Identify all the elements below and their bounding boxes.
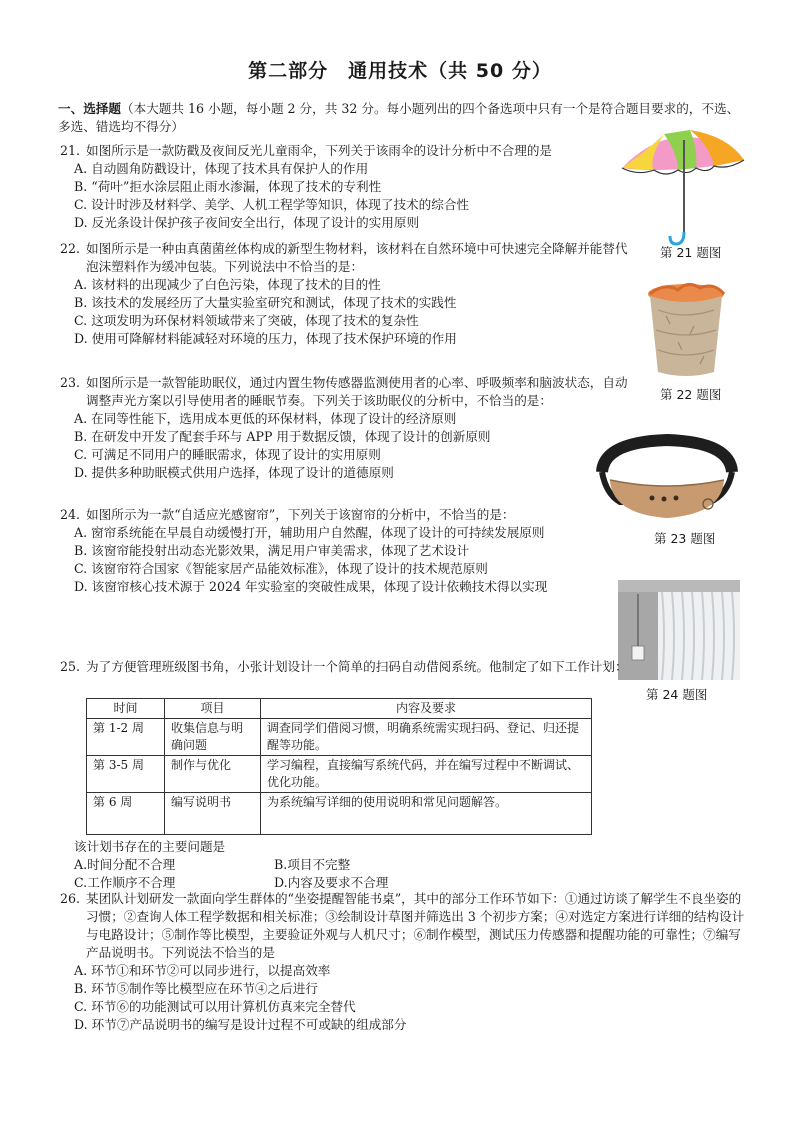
option-d: D.内容及要求不合理 [274, 875, 389, 890]
question-number: 23. [60, 375, 81, 390]
option-b: B. “荷叶”拒水涂层阻止雨水渗漏，体现了技术的专利性 [74, 179, 382, 194]
table-row [87, 719, 592, 756]
mycelium-material-figure [644, 280, 728, 380]
table-cell: 第 1-2 周 [87, 719, 165, 756]
option-a: A.时间分配不合理 [74, 857, 176, 872]
question-text: 如图所示是一款智能助眠仪，通过内置生物传感器监测使用者的心率、呼吸频率和脑波状态，自动调整声光方案以引导使用者的睡眠节奏。下列关于该助眠仪的分析中，不恰当的是： [86, 375, 628, 408]
option-b: B. 环节⑤制作等比模型应在环节④之后进行 [74, 981, 318, 996]
page-title: 第二部分 通用技术（共 50 分） [248, 60, 552, 82]
table-cell: 为系统编写详细的使用说明和常见问题解答。 [261, 793, 592, 835]
question-21 [60, 142, 620, 232]
question-text: 某团队计划研发一款面向学生群体的“坐姿提醒智能书桌”，其中的部分工作环节如下：①通过访谈了解学生不良坐姿的习惯；②查询人体工程学数据和相关标准；③绘制设计草图并筛选出 3 个初步方案；④对选定方案进行详细的结构设计与电路设计；⑤制作等比模型，主要验证外观与人机尺寸；⑥制作模型，测试压力传感器和提醒功能的可靠性；⑦编写产品说明书。下列说法不恰当的是 [86, 891, 745, 960]
question-23 [60, 374, 640, 482]
section-label: 一、选择题 [58, 101, 121, 116]
question-text: 如图所示是一款防戳及夜间反光儿童雨伞，下列关于该雨伞的设计分析中不合理的是 [86, 143, 552, 158]
question-stem [60, 240, 636, 276]
question-number: 26. [60, 891, 81, 906]
question-text: 为了方便管理班级图书角，小张计划设计一个简单的扫码自动借阅系统。他制定了如下工作计划： [86, 659, 628, 674]
question-stem [60, 506, 620, 524]
option-b: B. 该窗帘能投射出动态光影效果，满足用户审美需求，体现了艺术设计 [74, 543, 470, 558]
table-row [87, 793, 592, 835]
table-cell: 制作与优化 [165, 756, 261, 793]
question-stem [60, 658, 632, 676]
question-text: 如图所示是一种由真菌菌丝体构成的新型生物材料，该材料在自然环境中可快速完全降解并能替代泡沫塑料作为缓冲包装。下列说法中不恰当的是： [86, 241, 628, 274]
question-number: 21. [60, 143, 81, 158]
question-number: 22. [60, 241, 81, 256]
question-25-choices [60, 838, 580, 890]
option-d: D. 提供多种助眠模式供用户选择，体现了设计的道德原则 [74, 465, 394, 480]
option-c: C. 这项发明为环保材料领域带来了突破，体现了技术的复杂性 [74, 313, 419, 328]
table-cell: 编写说明书 [165, 793, 261, 835]
figure-22-caption: 第 22 题图 [660, 387, 722, 402]
question-prompt: 该计划书存在的主要问题是 [74, 839, 226, 854]
option-a: A. 自动圆角防戳设计，体现了技术具有保护人的作用 [74, 161, 369, 176]
figure-23-caption: 第 23 题图 [654, 531, 716, 546]
option-d: D. 环节⑦产品说明书的编写是设计过程不可或缺的组成部分 [74, 1017, 407, 1032]
table-header-cell: 项目 [165, 699, 261, 719]
question-26 [60, 890, 750, 1034]
option-b: B.项目不完整 [274, 857, 351, 872]
option-c: C. 环节⑥的功能测试可以用计算机仿真来完全替代 [74, 999, 356, 1014]
question-text: 如图所示为一款“自适应光感窗帘”，下列关于该窗帘的分析中，不恰当的是： [86, 507, 515, 522]
option-a: A. 该材料的出现减少了白色污染，体现了技术的目的性 [74, 277, 381, 292]
question-number: 25. [60, 659, 81, 674]
figure-21-caption: 第 21 题图 [660, 245, 722, 260]
option-c: C. 设计时涉及材料学、美学、人机工程学等知识，体现了技术的综合性 [74, 197, 470, 212]
table-cell: 第 3-5 周 [87, 756, 165, 793]
question-22 [60, 240, 636, 348]
table-cell: 收集信息与明确问题 [165, 719, 261, 756]
option-a: A. 窗帘系统能在早晨自动缓慢打开，辅助用户自然醒，体现了设计的可持续发展原则 [74, 525, 545, 540]
figure-24-caption: 第 24 题图 [646, 687, 708, 702]
table-cell: 学习编程，直接编写系统代码，并在编写过程中不断调试、优化功能。 [261, 756, 592, 793]
question-stem [60, 890, 750, 962]
option-a: A. 环节①和环节②可以同步进行，以提高效率 [74, 963, 331, 978]
option-c: C. 可满足不同用户的睡眠需求，体现了设计的实用原则 [74, 447, 381, 462]
option-d: D. 使用可降解材料能减轻对环境的压力，体现了技术保护环境的作用 [74, 331, 457, 346]
table-row [87, 756, 592, 793]
option-d: D. 该窗帘核心技术源于 2024 年实验室的突破性成果，体现了设计依赖技术得以实现 [74, 579, 548, 594]
umbrella-figure [618, 120, 748, 250]
work-plan-table [86, 698, 592, 835]
option-b: B. 该技术的发展经历了大量实验室研究和测试，体现了技术的实践性 [74, 295, 457, 310]
option-b: B. 在研发中开发了配套手环与 APP 用于数据反馈，体现了设计的创新原则 [74, 429, 491, 444]
table-header-cell: 内容及要求 [261, 699, 592, 719]
table-cell: 调查同学们借阅习惯，明确系统需实现扫码、登记、归还提醒等功能。 [261, 719, 592, 756]
table-header-row [87, 699, 592, 719]
option-c: C.工作顺序不合理 [74, 875, 176, 890]
question-stem [60, 374, 640, 410]
question-24 [60, 506, 620, 596]
question-25 [60, 658, 632, 676]
section-instructions: （本大题共 16 小题，每小题 2 分，共 32 分。每小题列出的四个备选项中只有一个是符合题目要求的，不选、多选、错选均不得分） [58, 101, 740, 134]
option-c: C. 该窗帘符合国家《智能家居产品能效标准》，体现了设计的技术规范原则 [74, 561, 488, 576]
table-header-cell: 时间 [87, 699, 165, 719]
option-a: A. 在同等性能下，选用成本更低的环保材料，体现了设计的经济原则 [74, 411, 457, 426]
smart-curtain-figure [618, 580, 740, 680]
table-cell: 第 6 周 [87, 793, 165, 835]
question-number: 24. [60, 507, 81, 522]
option-d: D. 反光条设计保护孩子夜间安全出行，体现了设计的实用原则 [74, 215, 420, 230]
question-stem [60, 142, 620, 160]
